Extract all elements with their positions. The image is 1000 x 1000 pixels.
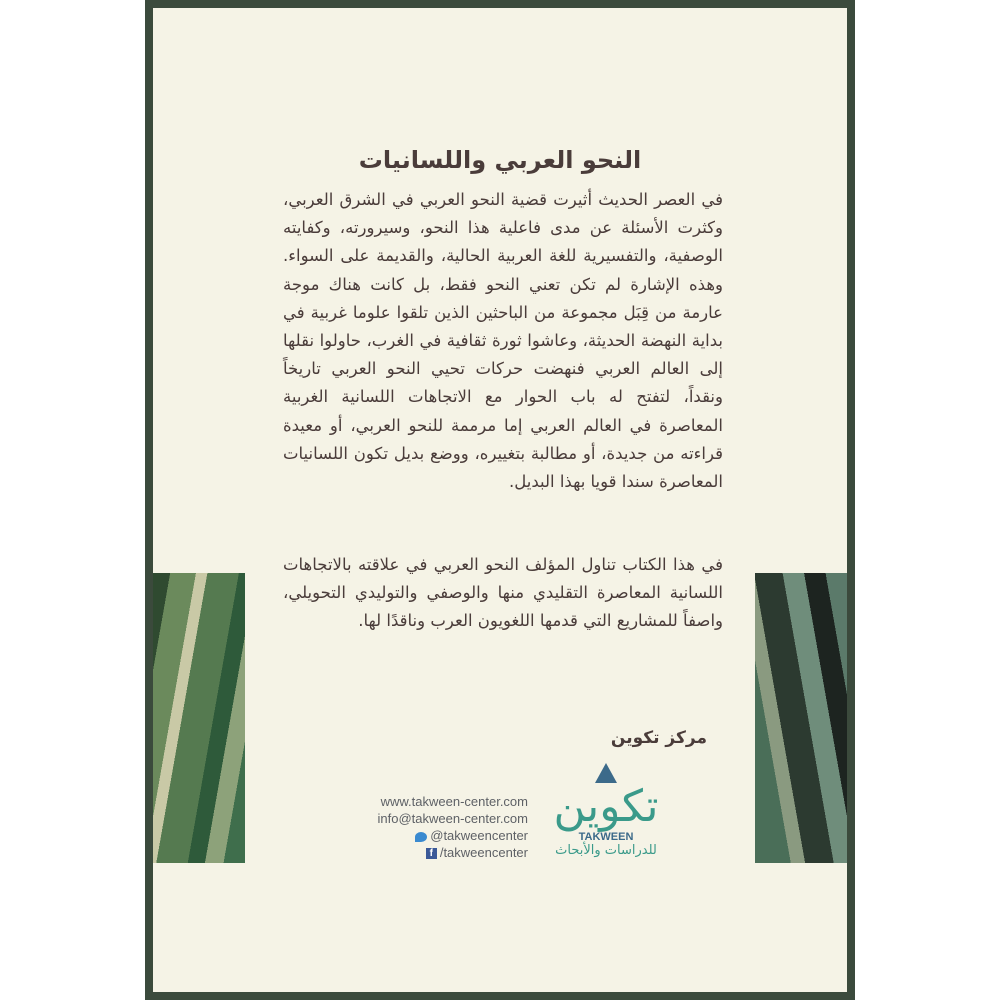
blurb-paragraph-1: في العصر الحديث أثيرت قضية النحو العربي في الشرق العربي، وكثرت الأسئلة عن مدى فاعلية هذا النحو، وسيرورته، وكفايته الوصفية، والتفسيرية للغة العربية الحالية، والقديمة على السواء. وهذه الإشارة لم تكن تعني النحو فقط، بل كانت هناك موجة عارمة من قِبَل مجموعة من الباحثين الذين تلقوا علوما غربية في بداية النهضة الحديثة، وعاشوا ثورة ثقافية في الغرب، حاولوا نقلها إلى العالم العربي فنهضت حركات تحيي النحو العربي تاريخاً ونقداً، لتفتح له باب الحوار مع الاتجاهات اللسانية الغربية المعاصرة في العالم العربي إما مرممة للنحو العربي، أو معيدة قراءته من جديدة، أو مطالبة بتغييره، ووضع بديل تكون اللسانيات المعاصرة سندا قويا بهذا البديل. xyxy=(283,190,723,492)
contact-info xyxy=(338,793,528,861)
pen-nib-icon xyxy=(595,763,617,783)
facebook-handle[interactable] xyxy=(338,844,528,861)
left-artwork-strip xyxy=(153,573,245,863)
cover-panel xyxy=(153,8,847,992)
right-artwork-strip xyxy=(755,573,847,863)
takween-logo xyxy=(546,763,666,888)
publisher-signature: مركز تكوين xyxy=(610,728,707,748)
book-back-cover xyxy=(145,0,855,1000)
website-link[interactable]: www.takween-center.com xyxy=(380,794,528,809)
twitter-icon xyxy=(415,832,427,842)
twitter-text: @takweencenter xyxy=(430,828,528,843)
facebook-text: /takweencenter xyxy=(439,845,528,860)
logo-tagline: للدراسات والأبحاث xyxy=(555,843,657,858)
twitter-handle[interactable] xyxy=(338,827,528,844)
email-link[interactable]: info@takween-center.com xyxy=(377,811,528,826)
logo-arabic-mark: تكوين xyxy=(553,781,659,832)
facebook-icon: f xyxy=(426,848,437,859)
logo-english: TAKWEEN xyxy=(578,831,634,843)
blurb-paragraph-2: في هذا الكتاب تناول المؤلف النحو العربي في علاقته بالاتجاهات اللسانية المعاصرة التقليدي منها والوصفي والتوليدي التحويلي، واصفاً للمشاريع التي قدمها اللغويون العرب وناقدًا لها. xyxy=(283,555,723,631)
book-title: النحو العربي واللسانيات xyxy=(358,146,642,174)
